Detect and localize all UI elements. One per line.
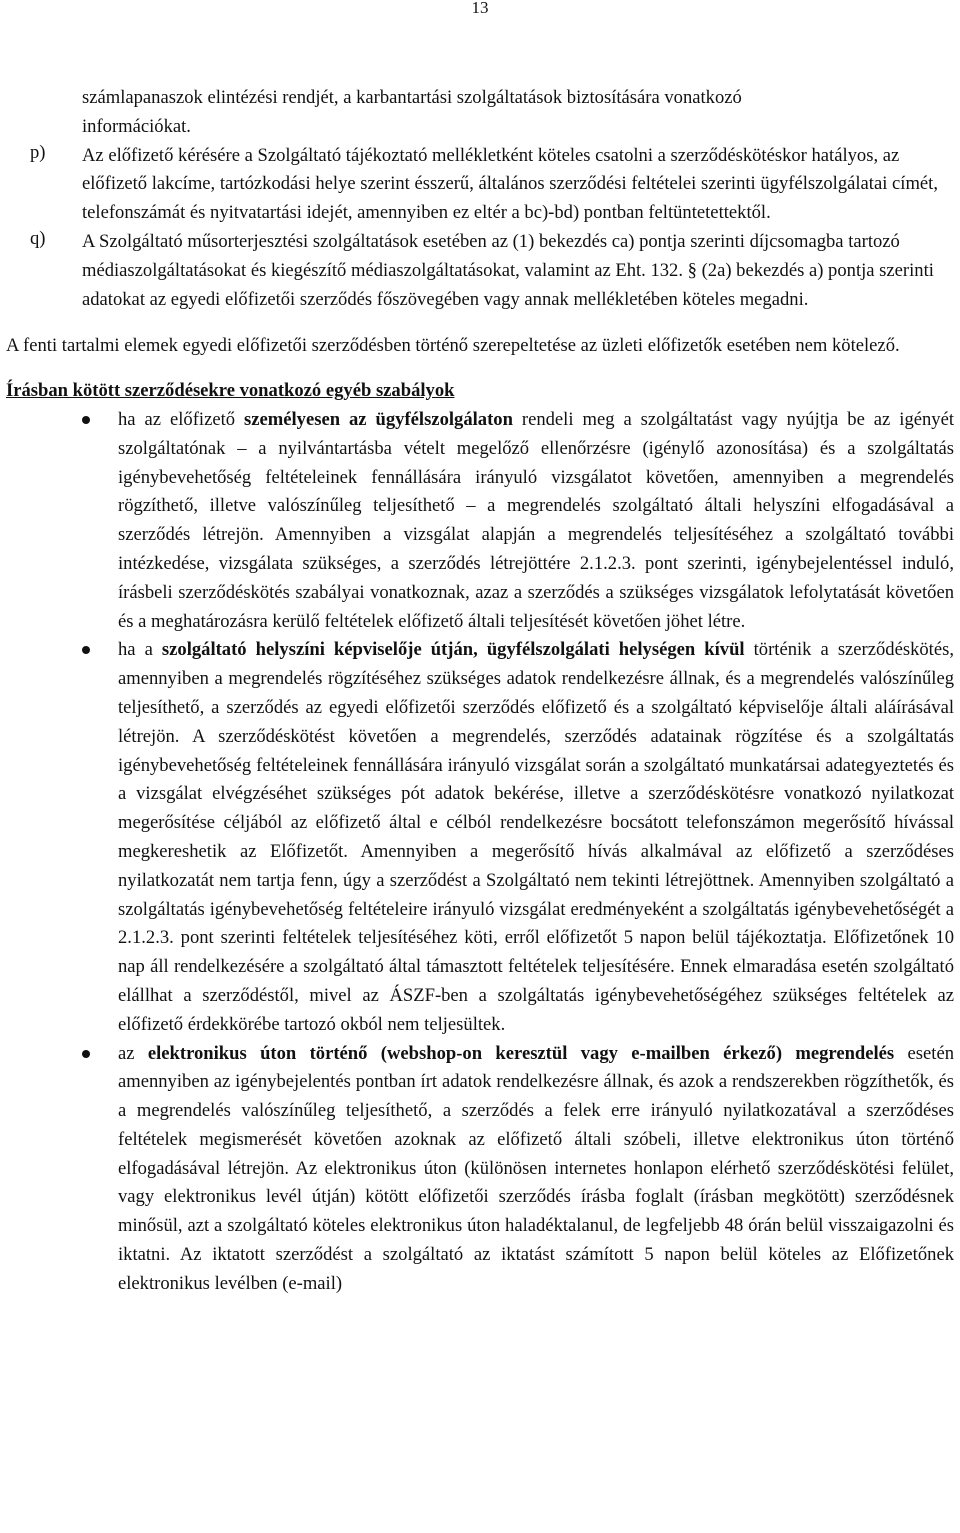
carryover-paragraph — [6, 84, 954, 142]
bullet-icon — [82, 416, 90, 424]
document-body — [6, 84, 954, 1299]
bullet-text-lead: ha a — [118, 639, 162, 661]
bullet-icon — [82, 1050, 90, 1058]
list-marker: q) — [30, 227, 46, 249]
bullet-list — [6, 406, 954, 1299]
body-paragraph: A fenti tartalmi elemek egyedi előfizetői szerződésben történő szerepeltetése az üzleti előfizetők esetében nem kötelező. — [6, 335, 900, 357]
list-item — [6, 406, 954, 636]
bullet-text-lead: az — [118, 1042, 148, 1064]
list-item-text: A Szolgáltató műsorterjesztési szolgáltatások esetében az (1) bekezdés ca) pontja szerinti díjcsomagba tartozó médiaszolgáltatásokat és kiegészítő médiaszolgáltatásokat, valamint az Eht. 132. § (2a) bekezdés a) pontja szerinti adatokat az egyedi előfizetői szerződés főszövegében vagy annak mellékletében köteles megadni. — [82, 230, 934, 310]
list-item-text: Az előfizető kérésére a Szolgáltató tájékoztató mellékletként köteles csatolni a szerződéskötéskor hatályos, az előfizető lakcíme, tartózkodási helye szerint ésszerű, általános szerződési feltételei szerinti ügyfélszolgálatai címét, telefonszámát és nyitvatartási idejét, amennyiben ez eltér a bc)-bd) pontban feltüntetettektől. — [82, 144, 938, 224]
bullet-text-bold: szolgáltató helyszíni képviselője útján, ügyfélszolgálati helységen kívül — [161, 639, 745, 661]
bullet-text-bold: személyesen az ügyfélszolgálaton — [244, 408, 513, 430]
bullet-text-bold: elektronikus úton történő (webshop-on keresztül vagy e-mailben érkező) megrendelés — [147, 1042, 895, 1064]
list-item-p — [6, 142, 954, 228]
bullet-text-rest: rendeli meg a szolgáltatást vagy nyújtja be az igényét szolgáltatónak ‒ a nyilvántartásba vételt megelőző ellenőrzésre (igénylő azonosítása) és a szolgáltatás igénybevehetőség feltételeinek fennállására irányuló vizsgálatot követően, amennyiben a megrendelés rögzíthető, illetve valószínűleg teljesíthető ‒ a megrendelés szolgáltató általi helyszíni elfogadásával a szerződés létrejön. Amennyiben a vizsgálat alapján a megrendelés teljesítéséhez a szolgáltató további intézkedése, vizsgálata szükséges, a szerződés létrejöttére 2.1.2.3. pont szerinti, igénybejelentéssel induló, írásbeli szerződéskötés szabályai vonatkoznak, azaz a szerződés a szükséges vizsgálatok lefolytatását követően és a meghatározásra kerülő feltételek előfizető általi teljesítését követően jöhet létre. — [118, 408, 955, 632]
carryover-line-2: információkat. — [82, 115, 191, 137]
bullet-text-rest: esetén amennyiben az igénybejelentés pontban írt adatok rendelkezésre állnak, és azok a rendszerekben rögzíthetők, és a megrendelés valószínűleg teljesíthető, a szerződés a felek erre irányuló nyilatkozatával a szerződéses feltételek megismerését követően azoknak az előfizető általi szóbeli, illetve elektronikus úton történő elfogadásával létrejön. Az elektronikus úton (különösen internetes honlapon elérhető szerződéskötési felület, vagy elektronikus levél útján) kötött előfizetői szerződés írásba foglalt (írásban megkötött) szerződésnek minősül, azt a szolgáltató köteles elektronikus úton haladéktalanul, de legfeljebb 48 órán belül visszaigazolni és iktatni. Az iktatott szerződést a szolgáltató az iktatást számított 5 napon belül köteles az Előfizetőnek elektronikus levélben (e-mail) — [118, 1042, 954, 1294]
list-marker: p) — [30, 141, 46, 163]
list-item — [6, 1040, 954, 1299]
bullet-text-rest: történik a szerződéskötés, amennyiben a megrendelés rögzítéséhez szükséges adatok rendelkezésre állnak, és a megrendelés valószínűleg teljesíthető, a szerződés az egyedi előfizetői szerződés előfizető és a szolgáltató képviselője általi aláírásával létrejön. A szerződéskötést követően a megrendelés, szerződés adatainak rögzítése és a szolgáltatás igénybevehetőség feltételeinek fennállására irányuló vizsgálat során a szolgáltató munkatársai adategyeztetés és a vizsgálat elvégzéséhet szükséges pót adatok bekérése, illetve a szerződéskötésre vonatkozó nyilatkozat megerősítése céljából az előfizető által e célból rendelkezésre bocsátott telefonszámon megerősítő hívással megkereshetik az Előfizetőt. Amennyiben a megerősítő hívás alkalmával az előfizető a szerződéses nyilatkozatát nem tartja fenn, úgy a szerződést a Szolgáltató nem tekinti létrejöttnek. Amennyiben szolgáltató a szolgáltatás igénybevehetőség feltételeire irányuló vizsgálat eredményeként a szolgáltatás igénybevehetőségét a 2.1.2.3. pont szerinti feltételek teljesítéséhez köti, erről előfizetőt 5 napon belül tájékoztatja. Előfizetőnek 10 nap áll rendelkezésére a szolgáltató által támasztott feltételek teljesítésére. Ennek elmaradása esetén szolgáltató elállhat a szerződéstől, mivel az ÁSZF-ben a szolgáltatás igénybevehetőségéhez szükséges feltételek az előfizető érdekkörébe tartozó okból nem teljesültek. — [118, 639, 954, 1035]
list-item — [6, 636, 954, 1039]
carryover-line-1: számlapanaszok elintézési rendjét, a karbantartási szolgáltatások biztosítására vonatkozó — [82, 87, 742, 108]
section-heading: Írásban kötött szerződésekre vonatkozó egyéb szabályok — [6, 380, 455, 402]
list-item-q — [6, 228, 954, 314]
bullet-text-lead: ha az előfizető — [118, 408, 245, 430]
bullet-icon — [82, 646, 90, 654]
page-number: 13 — [471, 0, 489, 17]
